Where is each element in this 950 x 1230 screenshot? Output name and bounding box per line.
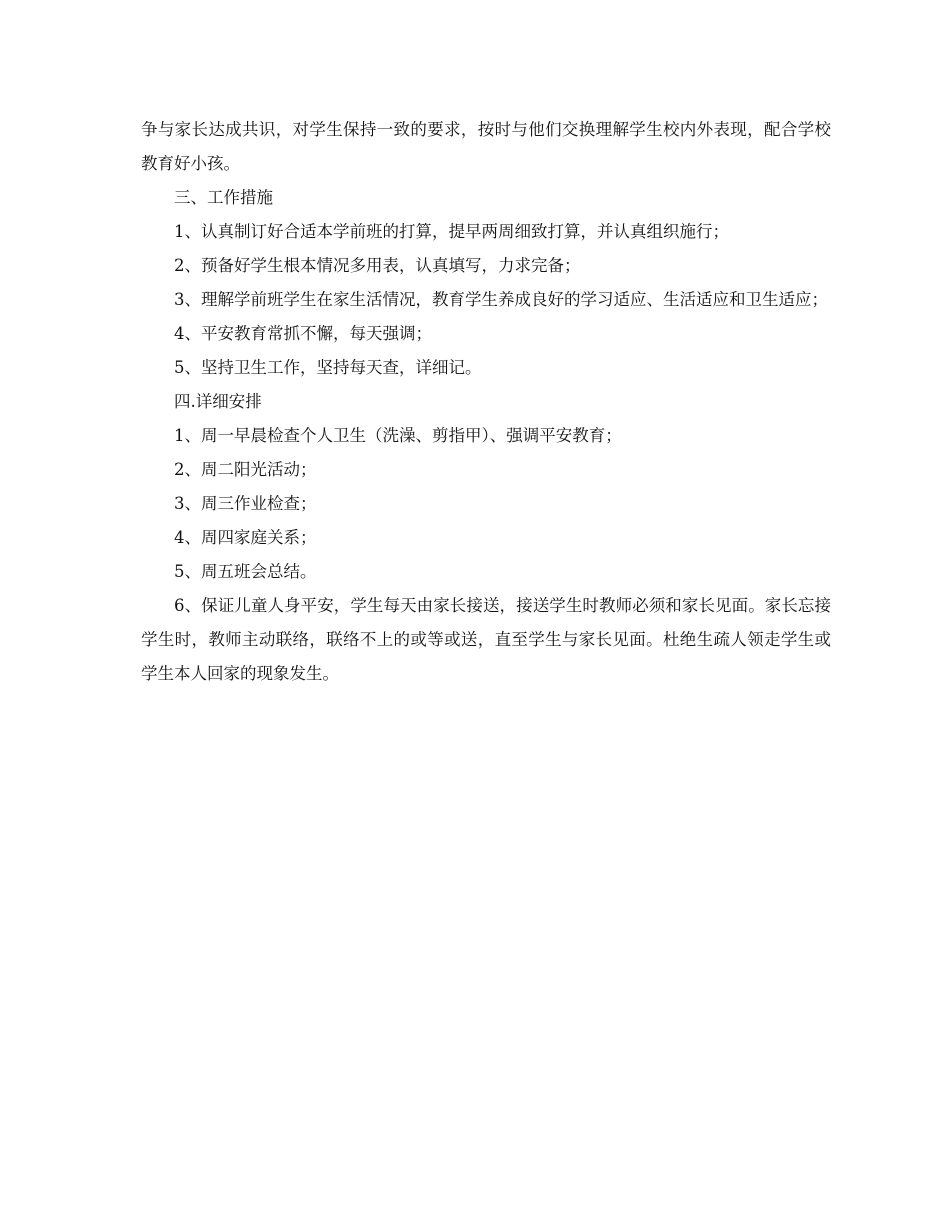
- measure-item-5: 5、坚持卫生工作，坚持每天查，详细记。: [174, 358, 482, 377]
- paragraph-continuation: 争与家长达成共识，对学生保持一致的要求，按时与他们交换理解学生校内外表现，配合学校教育好小孩。: [141, 120, 831, 173]
- measure-item-2: 2、预备好学生根本情况多用表，认真填写，力求完备；: [174, 256, 581, 275]
- schedule-item-4: 4、周四家庭关系；: [174, 528, 317, 547]
- measure-item-3: 3、理解学前班学生在家生活情况，教育学生养成良好的学习适应、生活适应和卫生适应；: [174, 290, 828, 309]
- section-heading-measures: 三、工作措施: [174, 188, 273, 207]
- measure-item-1: 1、认真制订好合适本学前班的打算，提早两周细致打算，并认真组织施行；: [174, 222, 729, 241]
- section-heading-schedule: 四.详细安排: [174, 392, 262, 411]
- schedule-item-1: 1、周一早晨检查个人卫生（洗澡、剪指甲）、强调平安教育；: [174, 426, 622, 445]
- schedule-item-5: 5、周五班会总结。: [174, 562, 317, 581]
- measure-item-4: 4、平安教育常抓不懈，每天强调；: [174, 324, 432, 343]
- schedule-item-2: 2、周二阳光活动；: [174, 460, 317, 479]
- schedule-item-3: 3、周三作业检查；: [174, 494, 317, 513]
- document-body: [141, 113, 831, 691]
- schedule-item-6: 6、保证儿童人身平安，学生每天由家长接送，接送学生时教师必须和家长见面。家长忘接学生时，教师主动联络，联络不上的或等或送，直至学生与家长见面。杜绝生疏人领走学生或学生本人回家的现象发生。: [141, 596, 831, 683]
